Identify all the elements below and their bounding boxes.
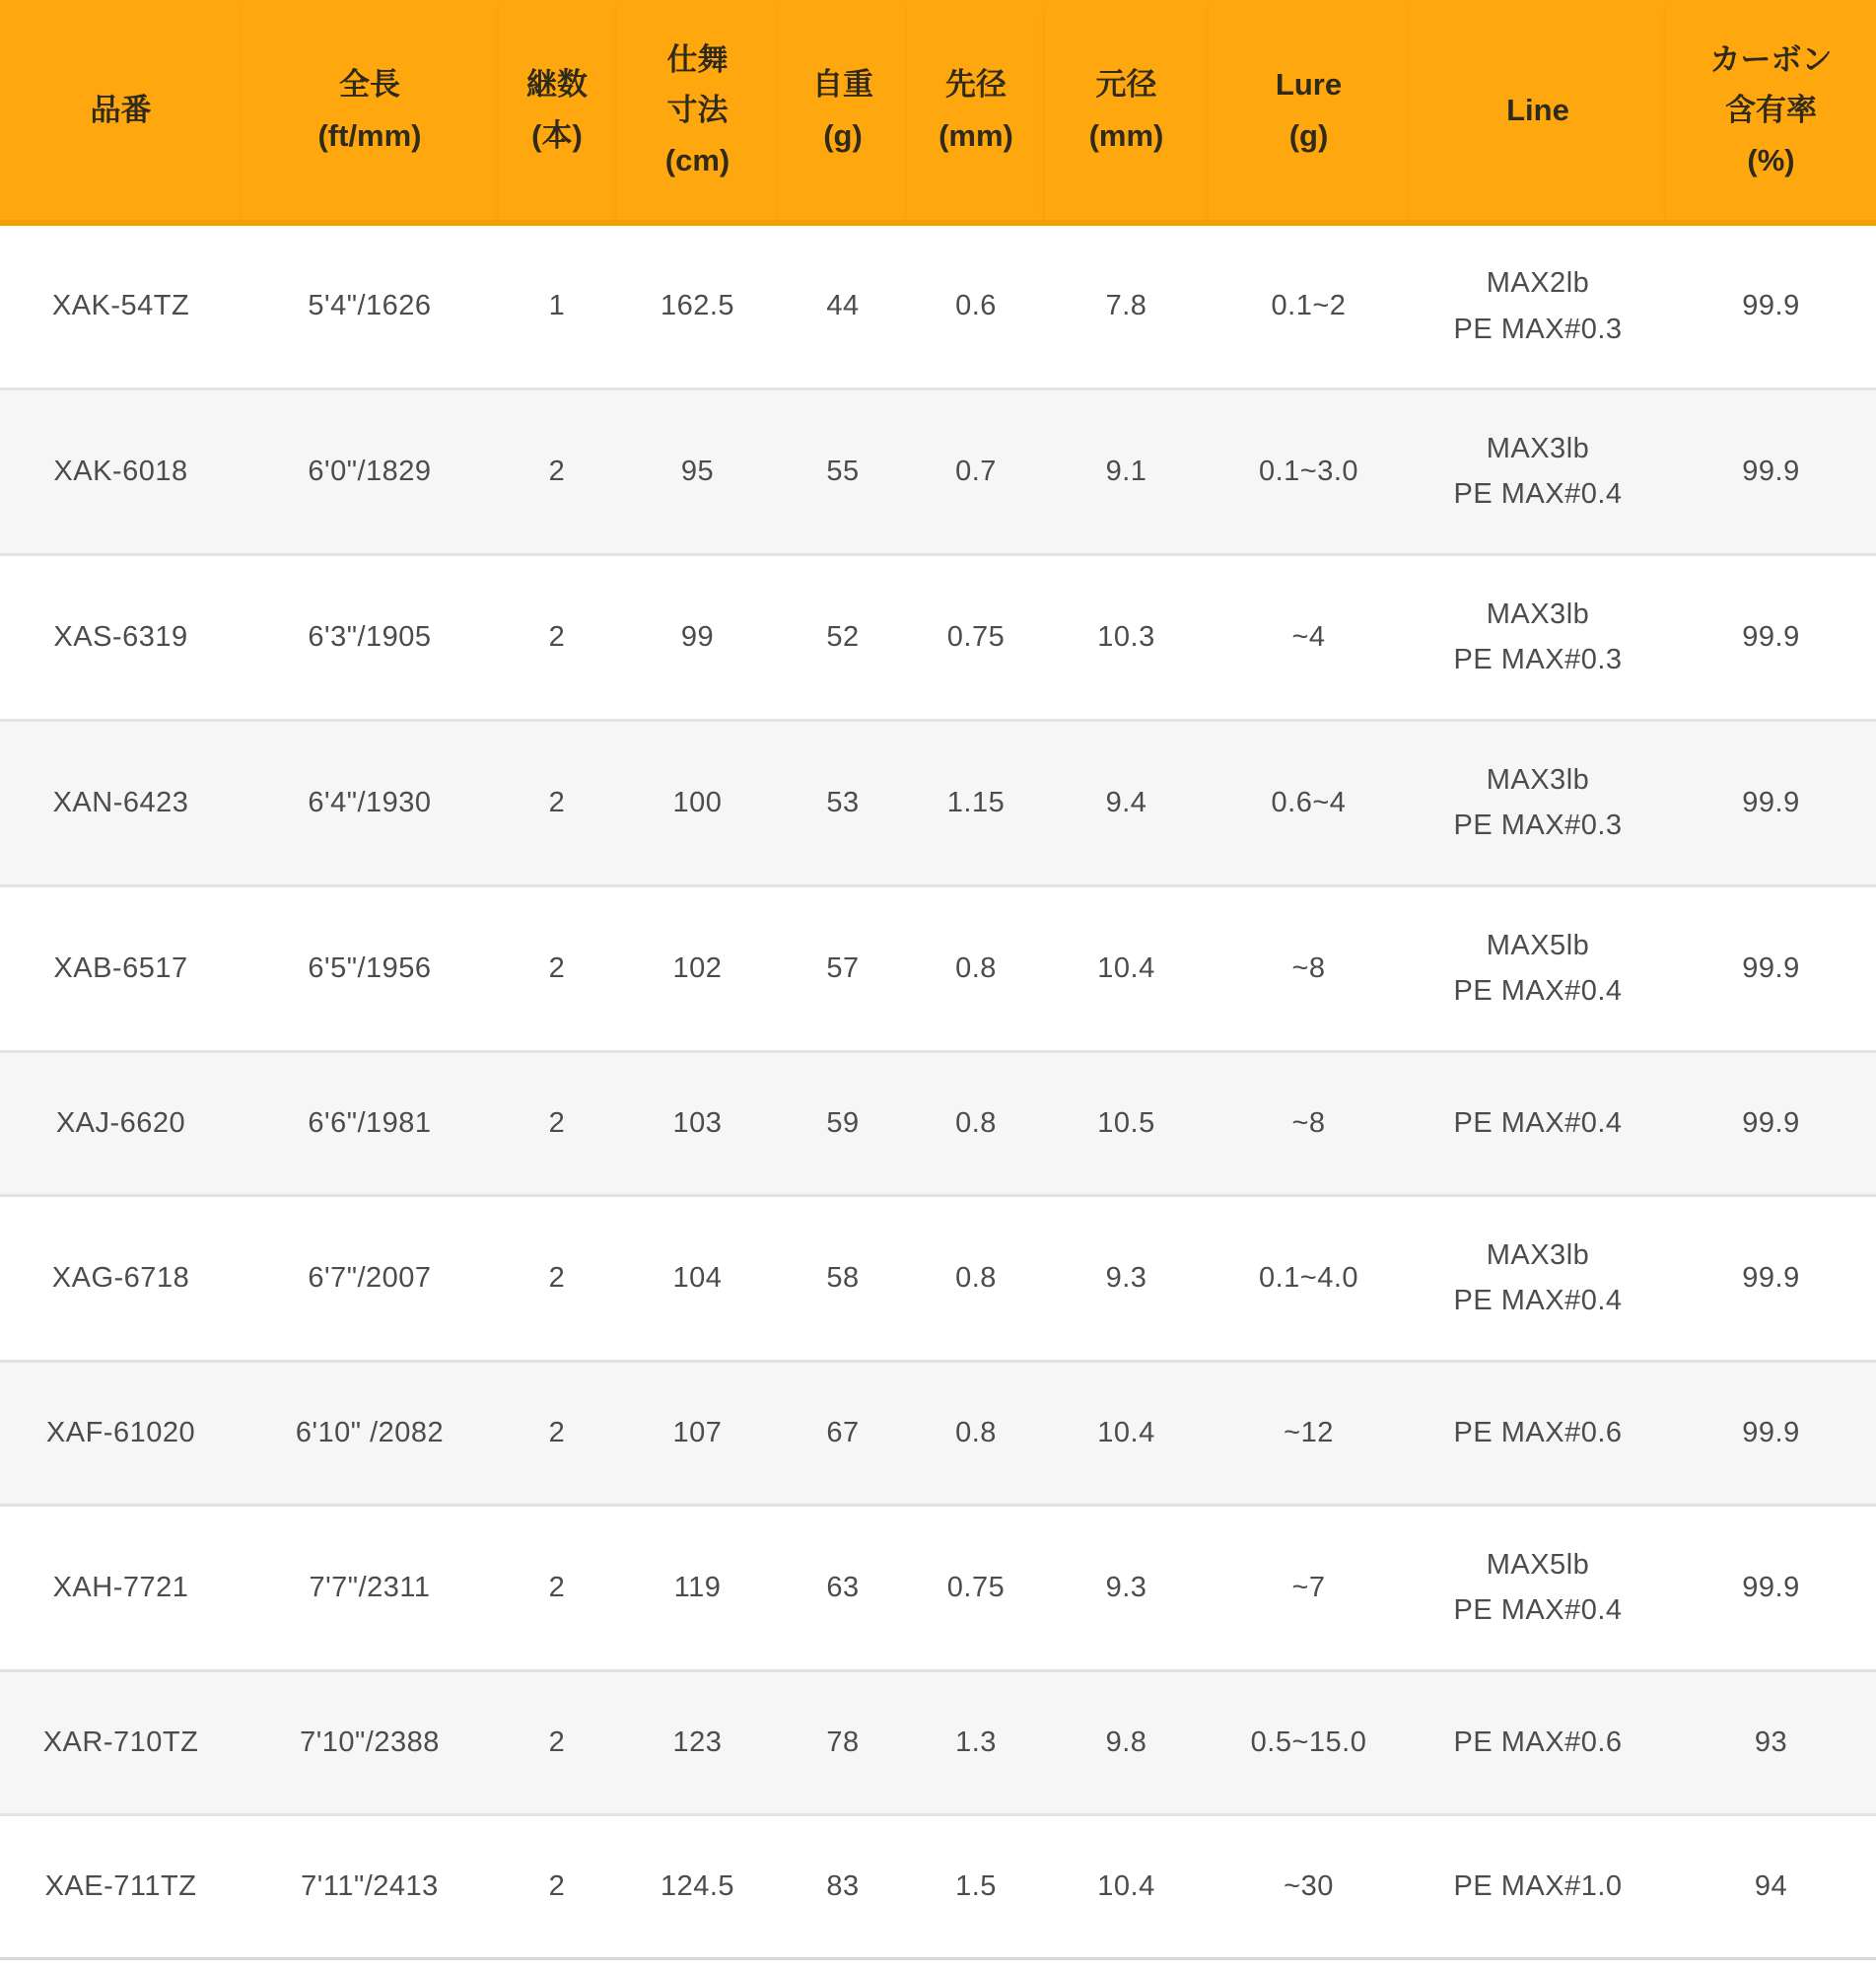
cell-model: XAK-54TZ [51,290,190,322]
column-header-line [1410,0,1666,223]
column-header-label: (mm) [1088,117,1164,153]
table-row [0,1051,1876,1195]
cell-lure: ~4 [1291,620,1326,653]
cell-closed: 102 [672,951,723,984]
column-header-label: 全長 [339,67,400,103]
column-header-carbon [1666,0,1876,223]
cell-tip: 0.8 [955,951,997,984]
cell-line [1410,1361,1666,1505]
spec-table-body [0,223,1876,1958]
cell-model: XAJ-6620 [55,1106,186,1139]
cell-butt: 10.3 [1097,620,1155,653]
column-header-weight [779,0,907,223]
column-header-label: 元径 [1095,67,1157,103]
column-header-label: カーボン [1709,41,1833,77]
line-spec-text: MAX3lb [1486,598,1590,630]
cell-weight: 44 [826,290,860,322]
cell-length: 6'7"/2007 [308,1261,432,1294]
cell-tip: 0.75 [946,1571,1006,1603]
cell-carbon: 99.9 [1742,455,1800,487]
table-row [0,1195,1876,1361]
cell-closed: 162.5 [660,290,735,322]
cell-closed: 119 [673,1571,722,1603]
column-header-label: 自重 [812,67,873,103]
cell-carbon: 99.9 [1742,290,1800,322]
table-row [0,223,1876,388]
table-row [0,1505,1876,1670]
cell-lure: 0.1~3.0 [1258,455,1359,487]
cell-carbon: 99.9 [1742,1416,1800,1448]
line-spec-text: PE MAX#0.4 [1453,478,1623,510]
cell-line [1410,1814,1666,1958]
column-header-label: (g) [1288,117,1329,153]
cell-length: 7'7"/2311 [309,1571,431,1603]
cell-tip: 0.8 [955,1106,997,1139]
cell-lure: ~12 [1284,1416,1334,1448]
column-header-pieces [498,0,616,223]
cell-closed: 124.5 [660,1869,735,1902]
cell-model: XAN-6423 [52,786,189,818]
cell-line [1410,885,1666,1051]
column-header-label: (mm) [938,117,1013,153]
cell-lure: ~8 [1291,1106,1326,1139]
cell-model: XAF-61020 [45,1416,196,1448]
column-header-label: 先径 [945,67,1007,103]
cell-tip: 0.8 [955,1261,997,1294]
cell-butt: 9.4 [1105,786,1147,818]
cell-length: 6'4"/1930 [308,786,432,818]
cell-carbon: 99.9 [1742,620,1800,653]
cell-lure: ~7 [1291,1571,1326,1603]
cell-weight: 63 [826,1571,860,1603]
cell-line [1410,1051,1666,1195]
column-header-length [242,0,498,223]
cell-closed: 104 [672,1261,723,1294]
cell-model: XAB-6517 [53,951,188,984]
cell-lure: 0.6~4 [1271,786,1347,818]
column-header-closed [616,0,779,223]
cell-carbon: 99.9 [1742,1261,1800,1294]
cell-length: 7'10"/2388 [300,1726,440,1758]
cell-butt: 10.5 [1097,1106,1155,1139]
cell-pieces: 2 [548,620,566,653]
cell-carbon: 99.9 [1742,1106,1800,1139]
cell-carbon: 99.9 [1742,951,1800,984]
cell-length: 6'10" /2082 [295,1416,445,1448]
cell-pieces: 2 [548,951,566,984]
cell-lure: ~8 [1291,951,1326,984]
cell-closed: 123 [672,1726,723,1758]
cell-butt: 7.8 [1105,290,1147,322]
cell-butt: 9.1 [1105,455,1147,487]
line-spec-text: PE MAX#0.4 [1453,1285,1623,1316]
cell-closed: 95 [680,455,715,487]
cell-pieces: 2 [548,1416,566,1448]
cell-lure: ~30 [1284,1869,1334,1902]
cell-closed: 107 [672,1416,723,1448]
column-header-label: Lure [1275,67,1343,103]
column-header-model [0,0,242,223]
column-header-lure [1208,0,1410,223]
cell-carbon: 93 [1754,1726,1788,1758]
line-spec-text: PE MAX#0.4 [1453,975,1623,1007]
cell-pieces: 1 [548,290,566,322]
cell-tip: 0.8 [955,1416,997,1448]
cell-lure: 0.1~4.0 [1258,1261,1359,1294]
cell-weight: 59 [826,1106,860,1139]
header-row [0,0,1876,223]
cell-carbon: 94 [1754,1869,1788,1902]
column-header-label: 品番 [90,92,152,127]
column-header-label: (ft/mm) [317,117,422,153]
line-spec-text: PE MAX#0.3 [1453,810,1623,841]
line-spec-text: MAX2lb [1486,267,1590,300]
cell-length: 6'6"/1981 [308,1106,432,1139]
cell-weight: 67 [826,1416,860,1448]
line-spec-text: MAX3lb [1486,432,1590,464]
cell-lure: 0.1~2 [1271,290,1347,322]
cell-weight: 78 [826,1726,860,1758]
cell-length: 6'0"/1829 [308,455,432,487]
cell-tip: 0.7 [955,455,997,487]
cell-weight: 52 [826,620,860,653]
cell-line [1410,388,1666,554]
line-spec-text: MAX3lb [1486,1238,1590,1271]
cell-line [1410,1670,1666,1814]
cell-line [1410,1195,1666,1361]
column-header-label: 含有率 [1725,92,1817,127]
cell-tip: 1.15 [946,786,1006,818]
column-header-label: 継数 [526,67,588,103]
cell-carbon: 99.9 [1742,1571,1800,1603]
cell-butt: 9.3 [1105,1261,1147,1294]
table-row [0,1670,1876,1814]
cell-line [1410,1505,1666,1670]
column-header-label: 仕舞 [666,41,729,77]
line-spec-text: PE MAX#0.3 [1453,644,1623,675]
cell-pieces: 2 [548,455,566,487]
cell-model: XAK-6018 [53,455,188,487]
cell-tip: 1.5 [955,1869,997,1902]
cell-closed: 99 [680,620,715,653]
cell-closed: 103 [672,1106,723,1139]
table-row [0,388,1876,554]
line-spec-text: MAX5lb [1486,1548,1590,1581]
line-spec-text: PE MAX#0.4 [1453,1594,1623,1626]
column-header-label: (cm) [664,143,730,178]
cell-tip: 0.6 [955,290,997,322]
cell-butt: 10.4 [1097,1416,1155,1448]
line-spec-text: PE MAX#0.6 [1453,1416,1623,1448]
cell-tip: 1.3 [955,1726,997,1758]
cell-pieces: 2 [548,1726,566,1758]
spec-table-header [0,0,1876,223]
cell-length: 6'3"/1905 [308,620,432,653]
table-row [0,1361,1876,1505]
cell-carbon: 99.9 [1742,786,1800,818]
cell-weight: 55 [826,455,860,487]
table-row [0,720,1876,885]
column-header-label: (g) [823,117,863,153]
line-spec-text: MAX5lb [1486,929,1590,961]
cell-length: 6'5"/1956 [308,951,432,984]
cell-length: 5'4"/1626 [308,290,432,322]
line-spec-text: PE MAX#0.4 [1453,1106,1623,1139]
cell-line [1410,554,1666,720]
cell-tip: 0.75 [946,620,1006,653]
cell-model: XAG-6718 [51,1261,190,1294]
cell-pieces: 2 [548,786,566,818]
cell-model: XAR-710TZ [42,1726,199,1758]
cell-weight: 53 [826,786,860,818]
cell-model: XAH-7721 [52,1571,189,1603]
cell-closed: 100 [672,786,723,818]
cell-butt: 9.8 [1105,1726,1147,1758]
column-header-label: (%) [1747,143,1795,178]
column-header-tip [907,0,1045,223]
cell-line [1410,223,1666,388]
cell-butt: 10.4 [1097,951,1155,984]
column-header-label: (本) [531,117,583,153]
cell-pieces: 2 [548,1869,566,1902]
cell-length: 7'11"/2413 [301,1869,439,1902]
cell-line [1410,720,1666,885]
column-header-label: Line [1506,92,1569,127]
line-spec-text: PE MAX#0.6 [1453,1726,1623,1758]
cell-butt: 10.4 [1097,1869,1155,1902]
line-spec-text: PE MAX#0.3 [1453,313,1623,345]
cell-butt: 9.3 [1105,1571,1147,1603]
line-spec-text: MAX3lb [1486,763,1590,796]
table-row [0,1814,1876,1958]
line-spec-text: PE MAX#1.0 [1453,1869,1623,1902]
cell-pieces: 2 [548,1571,566,1603]
cell-weight: 83 [826,1869,860,1902]
column-header-butt [1045,0,1208,223]
cell-lure: 0.5~15.0 [1250,1726,1367,1758]
table-row [0,554,1876,720]
table-row [0,885,1876,1051]
column-header-label: 寸法 [666,92,729,127]
cell-model: XAS-6319 [53,620,188,653]
cell-pieces: 2 [548,1106,566,1139]
cell-weight: 58 [826,1261,860,1294]
cell-model: XAE-711TZ [44,1869,197,1902]
cell-weight: 57 [826,951,860,984]
cell-pieces: 2 [548,1261,566,1294]
